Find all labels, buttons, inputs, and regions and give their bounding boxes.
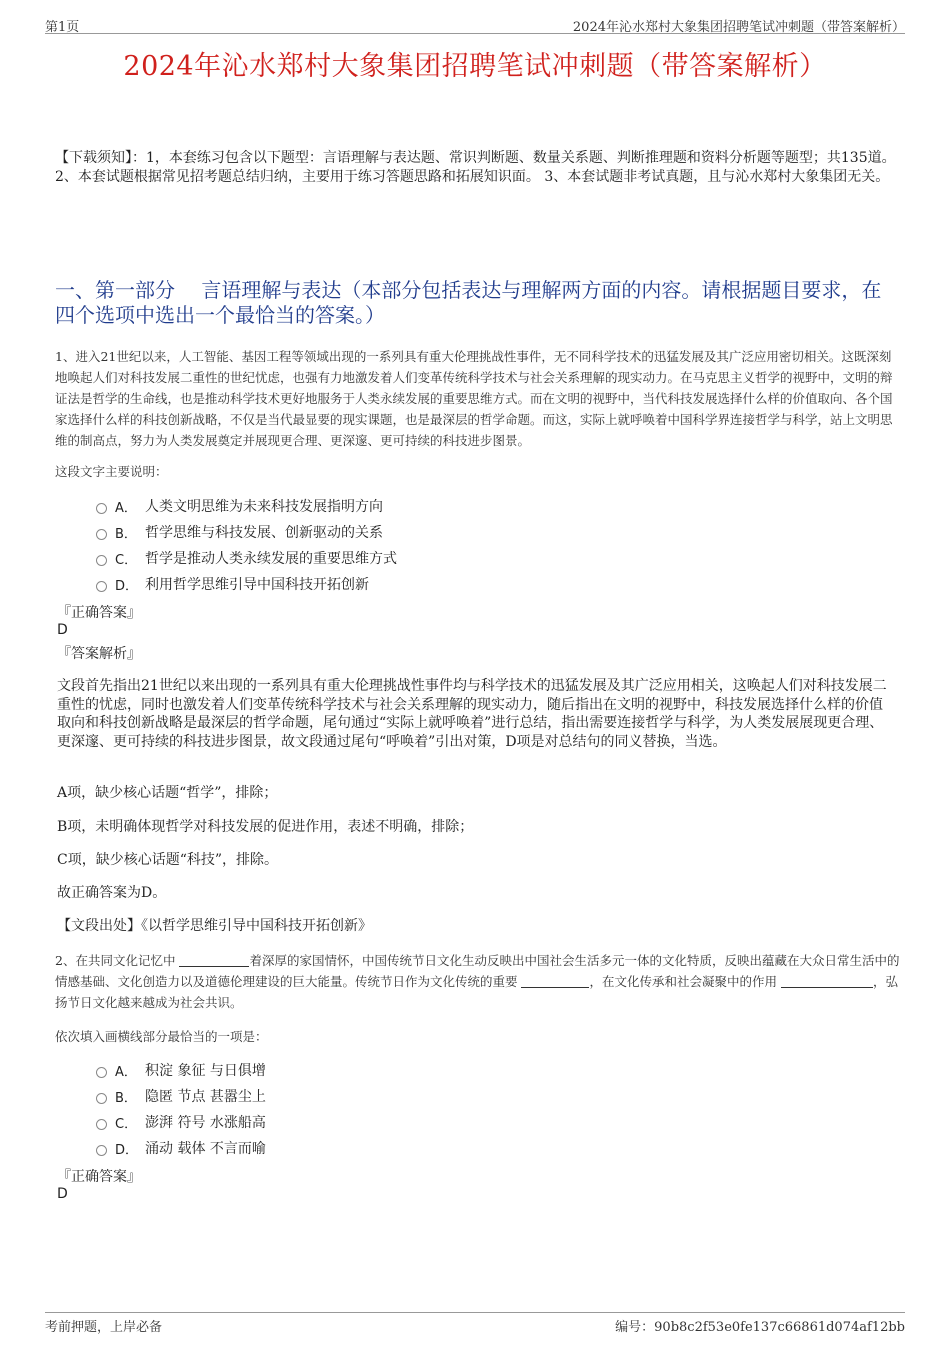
page-footer <box>45 1312 905 1334</box>
option-d[interactable]: D． 涌动 载体 不言而喻 <box>96 1135 266 1161</box>
analysis-line: 故正确答案为D。 <box>57 885 167 901</box>
radio-button[interactable] <box>96 581 107 592</box>
analysis-line: A项，缺少核心话题“哲学”，排除； <box>57 785 278 801</box>
answer-label: 『正确答案』 <box>57 1169 141 1185</box>
question-1-prompt: 这段文字主要说明： <box>55 464 168 479</box>
option-b[interactable]: B． 哲学思维与科技发展、创新驱动的关系 <box>96 519 397 545</box>
question-1-options <box>96 493 397 597</box>
radio-button[interactable] <box>96 1093 107 1104</box>
option-d[interactable]: D． 利用哲学思维引导中国科技开拓创新 <box>96 571 397 597</box>
radio-button[interactable] <box>96 503 107 514</box>
analysis-line: C项，缺少核心话题“科技”，排除。 <box>57 852 279 868</box>
option-a[interactable]: A． 积淀 象征 与日俱增 <box>96 1057 266 1083</box>
blank-line <box>179 953 249 967</box>
footer-slogan: 考前押题，上岸必备 <box>45 1320 163 1335</box>
source-line: 【文段出处】《以哲学思维引导中国科技开拓创新》 <box>57 918 372 934</box>
radio-button[interactable] <box>96 1119 107 1130</box>
question-2-options <box>96 1057 266 1161</box>
analysis-line: B项，未明确体现哲学对科技发展的促进作用，表述不明确，排除； <box>57 819 474 835</box>
question-2-prompt: 依次填入画横线部分最恰当的一项是： <box>55 1029 268 1044</box>
option-c[interactable]: C． 哲学是推动人类永续发展的重要思维方式 <box>96 545 397 571</box>
radio-button[interactable] <box>96 1067 107 1078</box>
blank-line <box>781 974 873 988</box>
option-b[interactable]: B． 隐匿 节点 甚嚣尘上 <box>96 1083 266 1109</box>
radio-button[interactable] <box>96 555 107 566</box>
radio-button[interactable] <box>96 1145 107 1156</box>
answer-analysis: 文段首先指出21世纪以来出现的一系列具有重大伦理挑战性事件均与科学技术的迅猛发展及其广泛应用相关，这唤起人们对科技发展二重性的忧虑，同时也激发着人们变革传统科学技术与社会关系理解的现实动力，随后指出在文明的视野中，科技发展选择什么样的价值取向和科技创新战略是最深层的哲学命题，尾句通过“实际上就呼唤着”进行总结，指出需要连接哲学与科学，为人类发展展现更合理、更深邃、更可持续的科技进步图景，故文段通过尾句“呼唤着”引出对策，D项是对总结句的同义替换，当选。 <box>57 678 887 750</box>
option-c[interactable]: C． 澎湃 符号 水涨船高 <box>96 1109 266 1135</box>
question-1-stem: 1、进入21世纪以来，人工智能、基因工程等领域出现的一系列具有重大伦理挑战性事件，无不同科学技术的迅猛发展及其广泛应用密切相关。这既深刻地唤起人们对科技发展二重性的世纪忧虑，也强有力地激发着人们变革传统科学技术与社会关系理解的现实动力。在马克思主义哲学的视野中，文明的辩证法是哲学的生命线，也是推动科学技术更好地服务于人类永续发展的重要思维方式。而在文明的视野中，当代科技发展选择什么样的价值取向、各个国家选择什么样的科技创新战略，不仅是当代最显要的现实课题，也是最深层的哲学命题。而这，实际上就呼唤着中国科学界连接哲学与科学，站上文明思维的制高点，努力为人类发展奠定并展现更合理、更深邃、更可持续的科技进步图景。 <box>55 349 893 448</box>
correct-answer: D <box>57 1186 68 1202</box>
document-id: 编号：90b8c2f53e0fe137c66861d074af12bb <box>615 1320 905 1335</box>
page-title: 2024年沁水郑村大象集团招聘笔试冲刺题（带答案解析） <box>123 51 827 82</box>
option-a[interactable]: A． 人类文明思维为未来科技发展指明方向 <box>96 493 397 519</box>
header-title: 2024年沁水郑村大象集团招聘笔试冲刺题（带答案解析） <box>572 20 905 35</box>
question-2-stem: 2、在共同文化记忆中 着深厚的家国情怀，中国传统节日文化生动反映出中国社会生活多元一体的文化特质，反映出蕴藏在大众日常生活中的情感基础、文化创造力以及道德伦理建设的巨大能量。传统节日作为文化传统的重要 ，在文化传承和社会凝聚中的作用 ，弘扬节日文化越来越成为社会共识。 <box>55 953 900 1010</box>
page-header <box>45 14 905 34</box>
correct-answer: D <box>57 622 68 638</box>
page-number: 第1页 <box>45 20 80 35</box>
radio-button[interactable] <box>96 529 107 540</box>
section-title: 一、第一部分 言语理解与表达（本部分包括表达与理解两方面的内容。请根据题目要求，在四个选项中选出一个最恰当的答案。） <box>55 278 882 327</box>
blank-line <box>521 974 589 988</box>
download-notice: 【下载须知】：1，本套练习包含以下题型：言语理解与表达题、常识判断题、数量关系题、判断推理题和资料分析题等题型；共135道。 2、本套试题根据常见招考题总结归纳，主要用于练习答题思路和拓展知识面。 3、本套试题非考试真题，且与沁水郑村大象集团无关。 <box>55 150 896 185</box>
answer-label: 『正确答案』 <box>57 605 141 621</box>
analysis-label: 『答案解析』 <box>57 646 141 662</box>
